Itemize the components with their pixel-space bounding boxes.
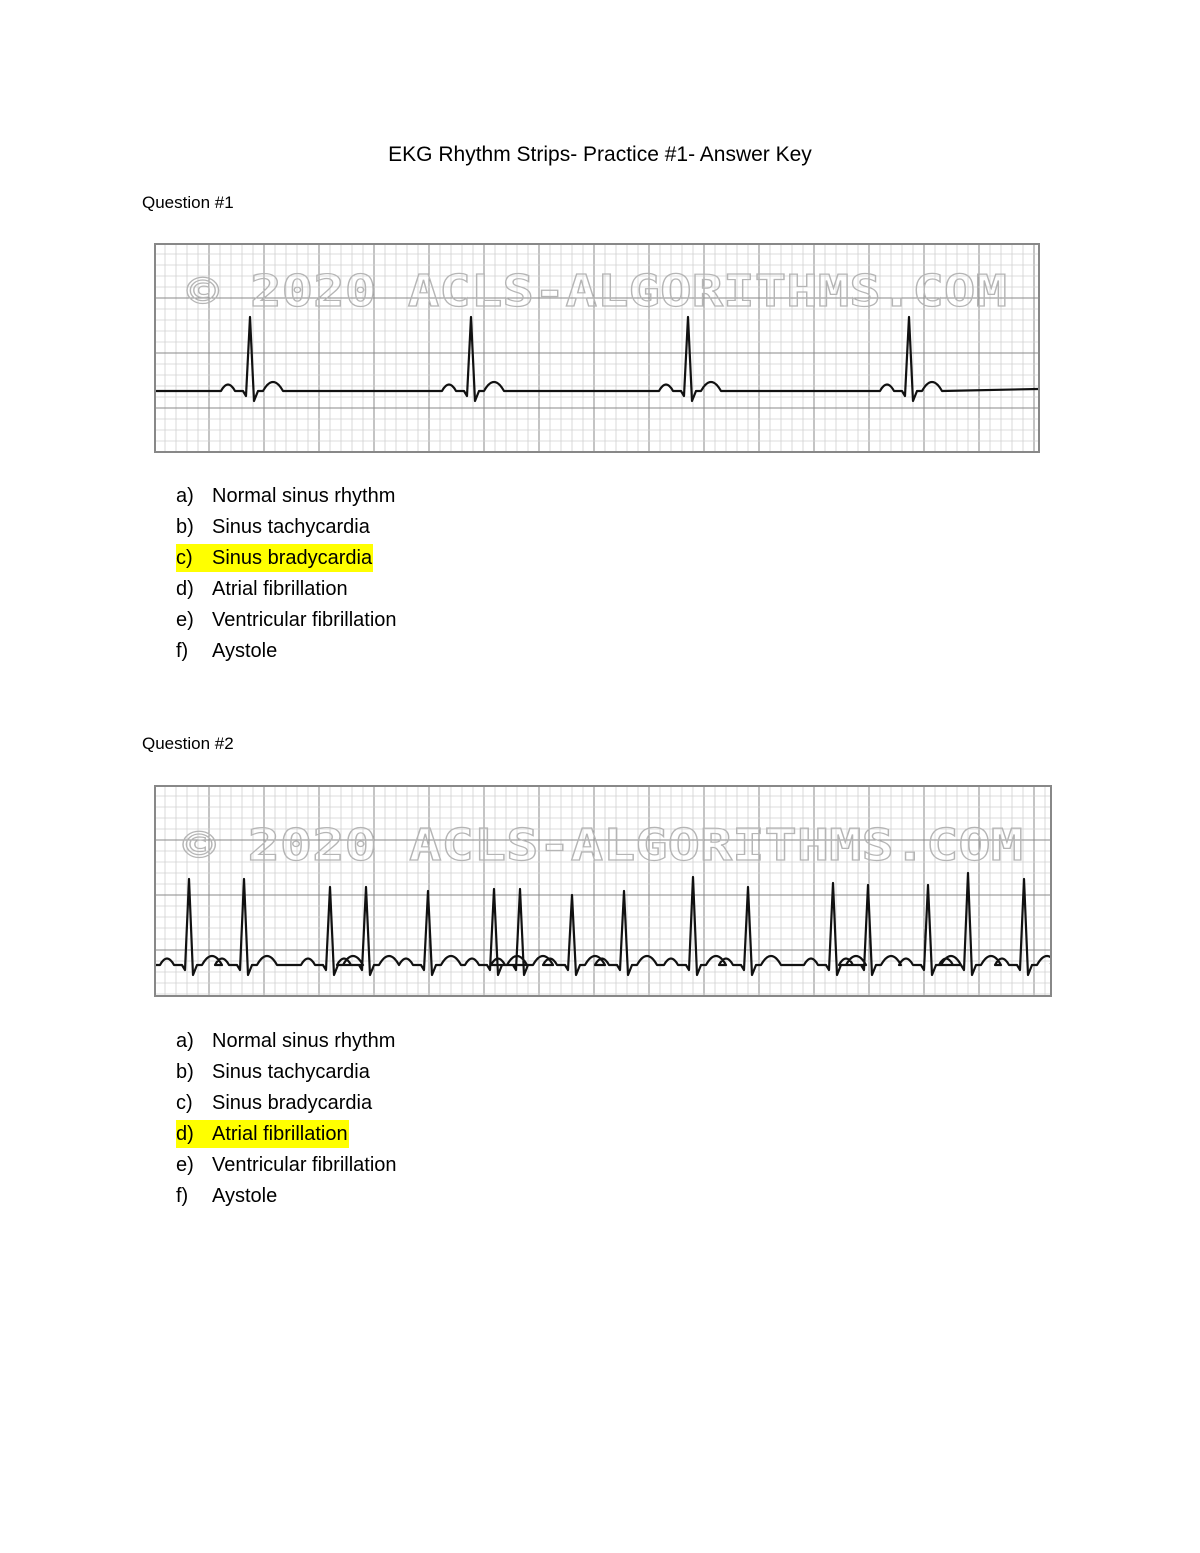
- document-title: EKG Rhythm Strips- Practice #1- Answer Key: [388, 143, 812, 166]
- option-d-correct-answer[interactable]: [176, 1120, 398, 1151]
- option-letter: e): [176, 1154, 194, 1176]
- option-text: Sinus tachycardia: [212, 1061, 370, 1083]
- ekg-strip-question-1: [154, 243, 1040, 453]
- option-e[interactable]: [176, 606, 398, 637]
- option-f[interactable]: [176, 637, 398, 668]
- option-e[interactable]: [176, 1151, 398, 1182]
- option-text: Sinus bradycardia: [212, 1092, 373, 1114]
- option-text: Aystole: [212, 640, 278, 662]
- option-letter: e): [176, 609, 194, 631]
- option-text: Normal sinus rhythm: [212, 1030, 396, 1052]
- option-text: Normal sinus rhythm: [212, 485, 396, 507]
- option-text: Sinus tachycardia: [212, 516, 370, 538]
- option-d[interactable]: [176, 575, 398, 606]
- answer-options-question-2: [176, 1027, 398, 1213]
- option-letter: f): [176, 1185, 189, 1207]
- option-letter: d): [176, 578, 194, 600]
- option-f[interactable]: [176, 1182, 398, 1213]
- option-letter: a): [176, 485, 194, 507]
- watermark: © 2020 ACLS-ALGORITHMS.COM: [183, 820, 1023, 871]
- watermark: © 2020 ACLS-ALGORITHMS.COM: [187, 266, 1007, 317]
- option-text: Atrial fibrillation: [212, 578, 348, 600]
- question-2-label: Question #2: [142, 734, 234, 753]
- ekg-trace: [156, 317, 1038, 401]
- option-b[interactable]: [176, 1058, 398, 1089]
- option-letter: c): [176, 547, 193, 569]
- option-b[interactable]: [176, 513, 398, 544]
- question-1-label: Question #1: [142, 193, 234, 212]
- option-letter: b): [176, 516, 194, 538]
- option-letter: d): [176, 1123, 194, 1145]
- option-a[interactable]: [176, 1027, 398, 1058]
- option-a[interactable]: [176, 482, 398, 513]
- option-text: Ventricular fibrillation: [212, 1154, 397, 1176]
- option-text: Sinus bradycardia: [212, 547, 373, 569]
- option-c-correct-answer[interactable]: [176, 544, 398, 575]
- option-text: Ventricular fibrillation: [212, 609, 397, 631]
- option-letter: f): [176, 640, 189, 662]
- option-letter: a): [176, 1030, 194, 1052]
- option-c[interactable]: [176, 1089, 398, 1120]
- option-text: Aystole: [212, 1185, 278, 1207]
- option-letter: c): [176, 1092, 193, 1114]
- ekg-strip-question-2: [154, 785, 1052, 997]
- answer-options-question-1: [176, 482, 398, 668]
- option-letter: b): [176, 1061, 194, 1083]
- ekg-trace: [156, 873, 1052, 975]
- option-text: Atrial fibrillation: [212, 1123, 348, 1145]
